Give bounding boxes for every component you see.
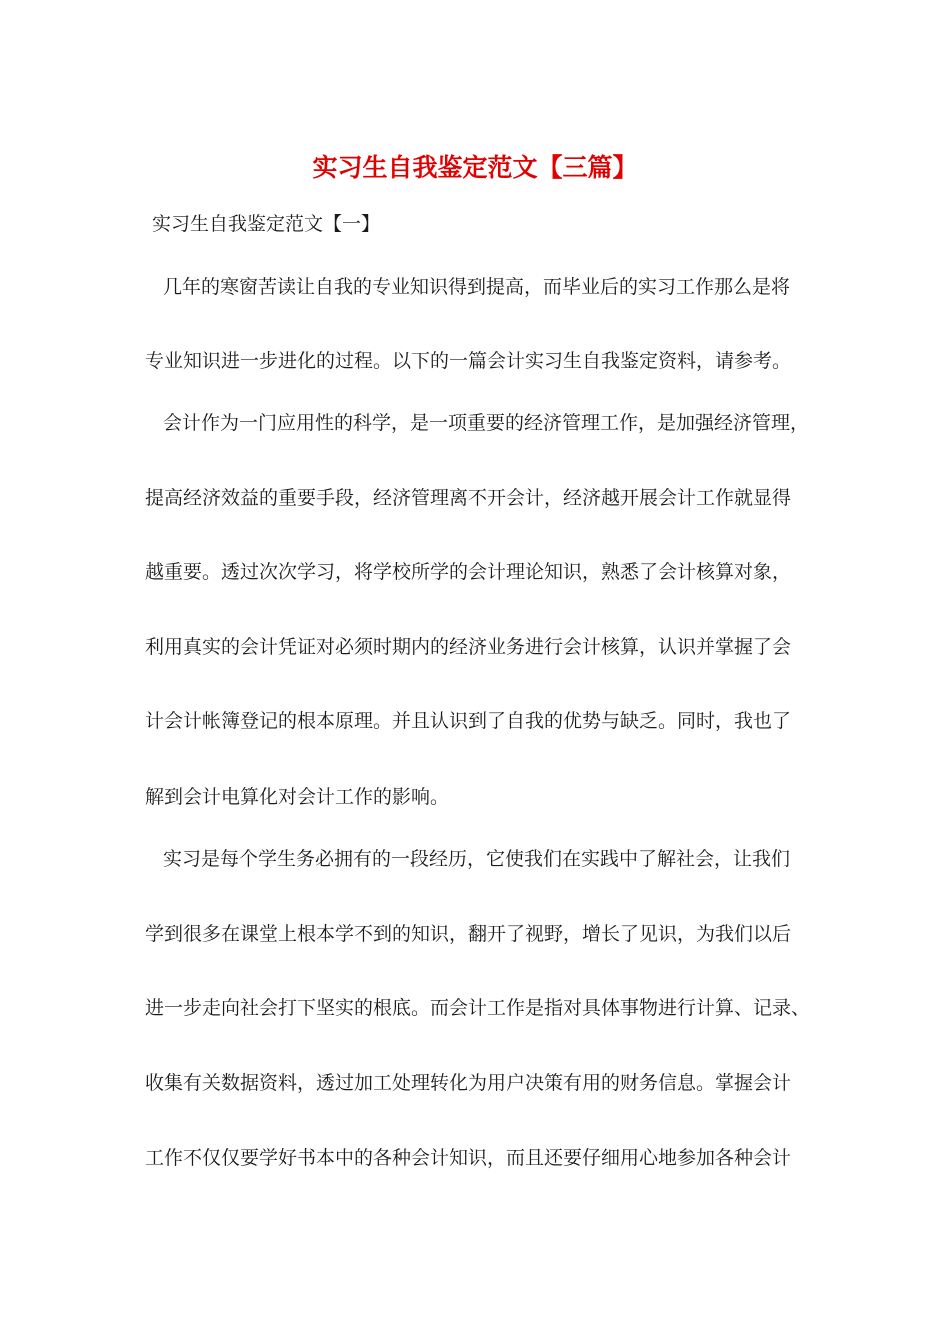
paragraph-line: 几年的寒窗苦读让自我的专业知识得到提高，而毕业后的实习工作那么是将 <box>163 276 791 298</box>
paragraph-line: 学到很多在课堂上根本学不到的知识，翻开了视野，增长了见识，为我们以后 <box>145 923 792 945</box>
paragraph-line: 计会计帐簿登记的根本原理。并且认识到了自我的优势与缺乏。同时，我也了 <box>145 710 792 732</box>
paragraph-line: 会计作为一门应用性的科学，是一项重要的经济管理工作，是加强经济管理， <box>163 412 810 434</box>
paragraph-line: 工作不仅仅要学好书本中的各种会计知识，而且还要仔细用心地参加各种会计 <box>145 1147 792 1169</box>
paragraph-line: 专业知识进一步进化的过程。以下的一篇会计实习生自我鉴定资料，请参考。 <box>145 350 792 372</box>
paragraph-line: 利用真实的会计凭证对必须时期内的经济业务进行会计核算，认识并掌握了会 <box>145 636 792 658</box>
section-heading: 实习生自我鉴定范文【一】 <box>152 213 381 235</box>
paragraph-line: 解到会计电算化对会计工作的影响。 <box>145 786 450 808</box>
paragraph-line: 提高经济效益的重要手段，经济管理离不开会计，经济越开展会计工作就显得 <box>145 487 792 509</box>
paragraph-line: 越重要。透过次次学习，将学校所学的会计理论知识，熟悉了会计核算对象， <box>145 561 792 583</box>
document-title: 实习生自我鉴定范文【三篇】 <box>312 153 638 182</box>
paragraph-line: 收集有关数据资料，透过加工处理转化为用户决策有用的财务信息。掌握会计 <box>145 1072 792 1094</box>
paragraph-line: 实习是每个学生务必拥有的一段经历，它使我们在实践中了解社会，让我们 <box>163 848 791 870</box>
paragraph-line: 进一步走向社会打下坚实的根底。而会计工作是指对具体事物进行计算、记录、 <box>145 997 811 1019</box>
